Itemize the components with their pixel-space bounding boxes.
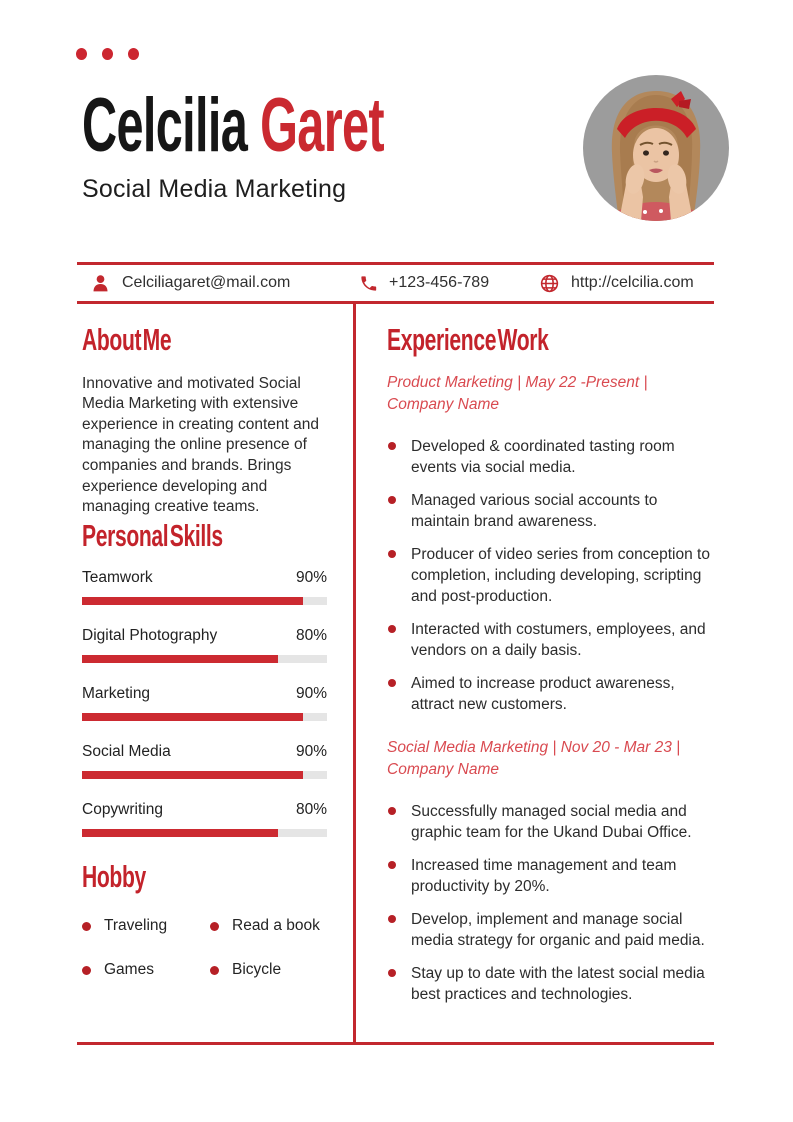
- job-heading: Product Marketing | May 22 -Present | Company Name: [387, 373, 648, 413]
- skill-bar-track: [82, 771, 327, 779]
- skill-label: Social Media: [82, 743, 171, 761]
- bullet-dot-icon: [388, 969, 396, 977]
- hobby-item: [210, 917, 327, 935]
- skill-bar-track: [82, 655, 327, 663]
- skill-percent: 80%: [295, 801, 327, 819]
- job-bullet-text: Managed various social accounts to maintain brand awareness.: [411, 491, 658, 530]
- skill-percent: 90%: [295, 685, 327, 703]
- skill-bar-fill: [82, 597, 303, 605]
- job-bullet: [387, 855, 715, 897]
- page-title: [82, 83, 384, 168]
- skill-head: [82, 569, 327, 587]
- about-text: Innovative and motivated Social Media Marketing with extensive experience in creating content and managing the online presence of companies and brands. Brings experience developing and managing creative teams.: [82, 374, 319, 516]
- job-bullet-text: Interacted with costumers, employees, and vendors on a daily basis.: [411, 620, 706, 659]
- skill-percent: 90%: [295, 569, 327, 587]
- skills-list: [82, 569, 327, 837]
- skill-label: Copywriting: [82, 801, 163, 819]
- decorative-dots: [76, 48, 139, 60]
- bullet-dot-icon: [388, 625, 396, 633]
- bullet-dot-icon: [388, 679, 396, 687]
- bullet-dot-icon: [210, 922, 219, 931]
- skill-head: [82, 627, 327, 645]
- experience-title: Experience Work: [387, 322, 549, 357]
- job-bullet-list: [387, 801, 715, 1005]
- dot-icon: [76, 48, 87, 60]
- skill-head: [82, 685, 327, 703]
- contact-phone: [359, 265, 489, 301]
- bullet-dot-icon: [388, 442, 396, 450]
- name-first: Celcilia: [82, 83, 261, 168]
- skill-row: [82, 801, 327, 837]
- job-bullet-text: Develop, implement and manage social media strategy for organic and paid media.: [411, 910, 705, 949]
- dot-icon: [102, 48, 113, 60]
- left-column: [82, 322, 327, 979]
- email-value[interactable]: Celciliagaret@mail.com: [122, 274, 291, 291]
- hobby-label: Bicycle: [232, 961, 282, 979]
- hobby-title: Hobby: [82, 859, 146, 895]
- job-bullet: [387, 544, 715, 607]
- website-value[interactable]: http://celcilia.com: [571, 274, 694, 291]
- skill-row: [82, 569, 327, 605]
- bottom-border-line: [77, 1042, 714, 1045]
- hobby-label: Read a book: [232, 917, 320, 935]
- about-section: [82, 322, 327, 518]
- hobby-item: [82, 917, 210, 935]
- hobby-item: [82, 961, 210, 979]
- job-bullet-text: Aimed to increase product awareness, attract new customers.: [411, 674, 675, 713]
- profile-photo: [583, 75, 729, 221]
- job-bullet: [387, 963, 715, 1005]
- hobby-list: [82, 917, 327, 979]
- skill-bar-track: [82, 829, 327, 837]
- experience-section: [387, 322, 715, 1017]
- job-bullet: [387, 909, 715, 951]
- person-icon: [90, 273, 111, 294]
- skill-label: Teamwork: [82, 569, 153, 587]
- job-bullet: [387, 619, 715, 661]
- bullet-dot-icon: [388, 807, 396, 815]
- skill-percent: 90%: [295, 743, 327, 761]
- bullet-dot-icon: [388, 861, 396, 869]
- job-bullet-text: Stay up to date with the latest social media best practices and technologies.: [411, 964, 705, 1003]
- dot-icon: [128, 48, 139, 60]
- skill-row: [82, 685, 327, 721]
- bullet-dot-icon: [388, 550, 396, 558]
- job-bullet: [387, 490, 715, 532]
- skill-bar-fill: [82, 829, 278, 837]
- skill-label: Digital Photography: [82, 627, 218, 645]
- hobby-label: Games: [104, 961, 154, 979]
- bullet-dot-icon: [388, 915, 396, 923]
- contact-email: [90, 265, 290, 301]
- job-bullet: [387, 436, 715, 478]
- skill-bar-fill: [82, 713, 303, 721]
- hobby-label: Traveling: [104, 917, 168, 935]
- bullet-dot-icon: [82, 922, 91, 931]
- job-subtitle: Social Media Marketing: [82, 175, 347, 203]
- skill-row: [82, 743, 327, 779]
- skill-bar-fill: [82, 655, 278, 663]
- skill-label: Marketing: [82, 685, 151, 703]
- bullet-dot-icon: [388, 496, 396, 504]
- jobs-list: [387, 372, 715, 1005]
- skill-bar-track: [82, 597, 327, 605]
- job-bullet-text: Producer of video series from conception to completion, including developing, scripting and post-production.: [411, 545, 710, 605]
- bullet-dot-icon: [82, 966, 91, 975]
- skill-row: [82, 627, 327, 663]
- job-bullet-text: Successfully managed social media and graphic team for the Ukand Dubai Office.: [411, 802, 692, 841]
- about-title: About Me: [82, 322, 172, 357]
- skill-bar-track: [82, 713, 327, 721]
- column-divider: [353, 302, 356, 1043]
- hobby-item: [210, 961, 327, 979]
- phone-icon: [359, 274, 378, 293]
- phone-value[interactable]: +123-456-789: [389, 274, 490, 291]
- skill-head: [82, 743, 327, 761]
- name-last: Garet: [260, 83, 384, 168]
- job-bullet: [387, 801, 715, 843]
- job-bullet-list: [387, 436, 715, 715]
- globe-icon: [539, 273, 560, 294]
- skills-section: [82, 518, 327, 838]
- contact-bar: [77, 262, 714, 304]
- job-bullet-text: Increased time management and team productivity by 20%.: [411, 856, 677, 895]
- skill-percent: 80%: [295, 627, 327, 645]
- hobby-section: [82, 859, 327, 979]
- job-bullet-text: Developed & coordinated tasting room events via social media.: [411, 437, 675, 476]
- job-bullet: [387, 673, 715, 715]
- skill-head: [82, 801, 327, 819]
- skill-bar-fill: [82, 771, 303, 779]
- job-heading: Social Media Marketing | Nov 20 - Mar 23 | Company Name: [387, 738, 681, 778]
- skills-title: Personal Skills: [82, 517, 223, 553]
- contact-website: [539, 265, 694, 301]
- bullet-dot-icon: [210, 966, 219, 975]
